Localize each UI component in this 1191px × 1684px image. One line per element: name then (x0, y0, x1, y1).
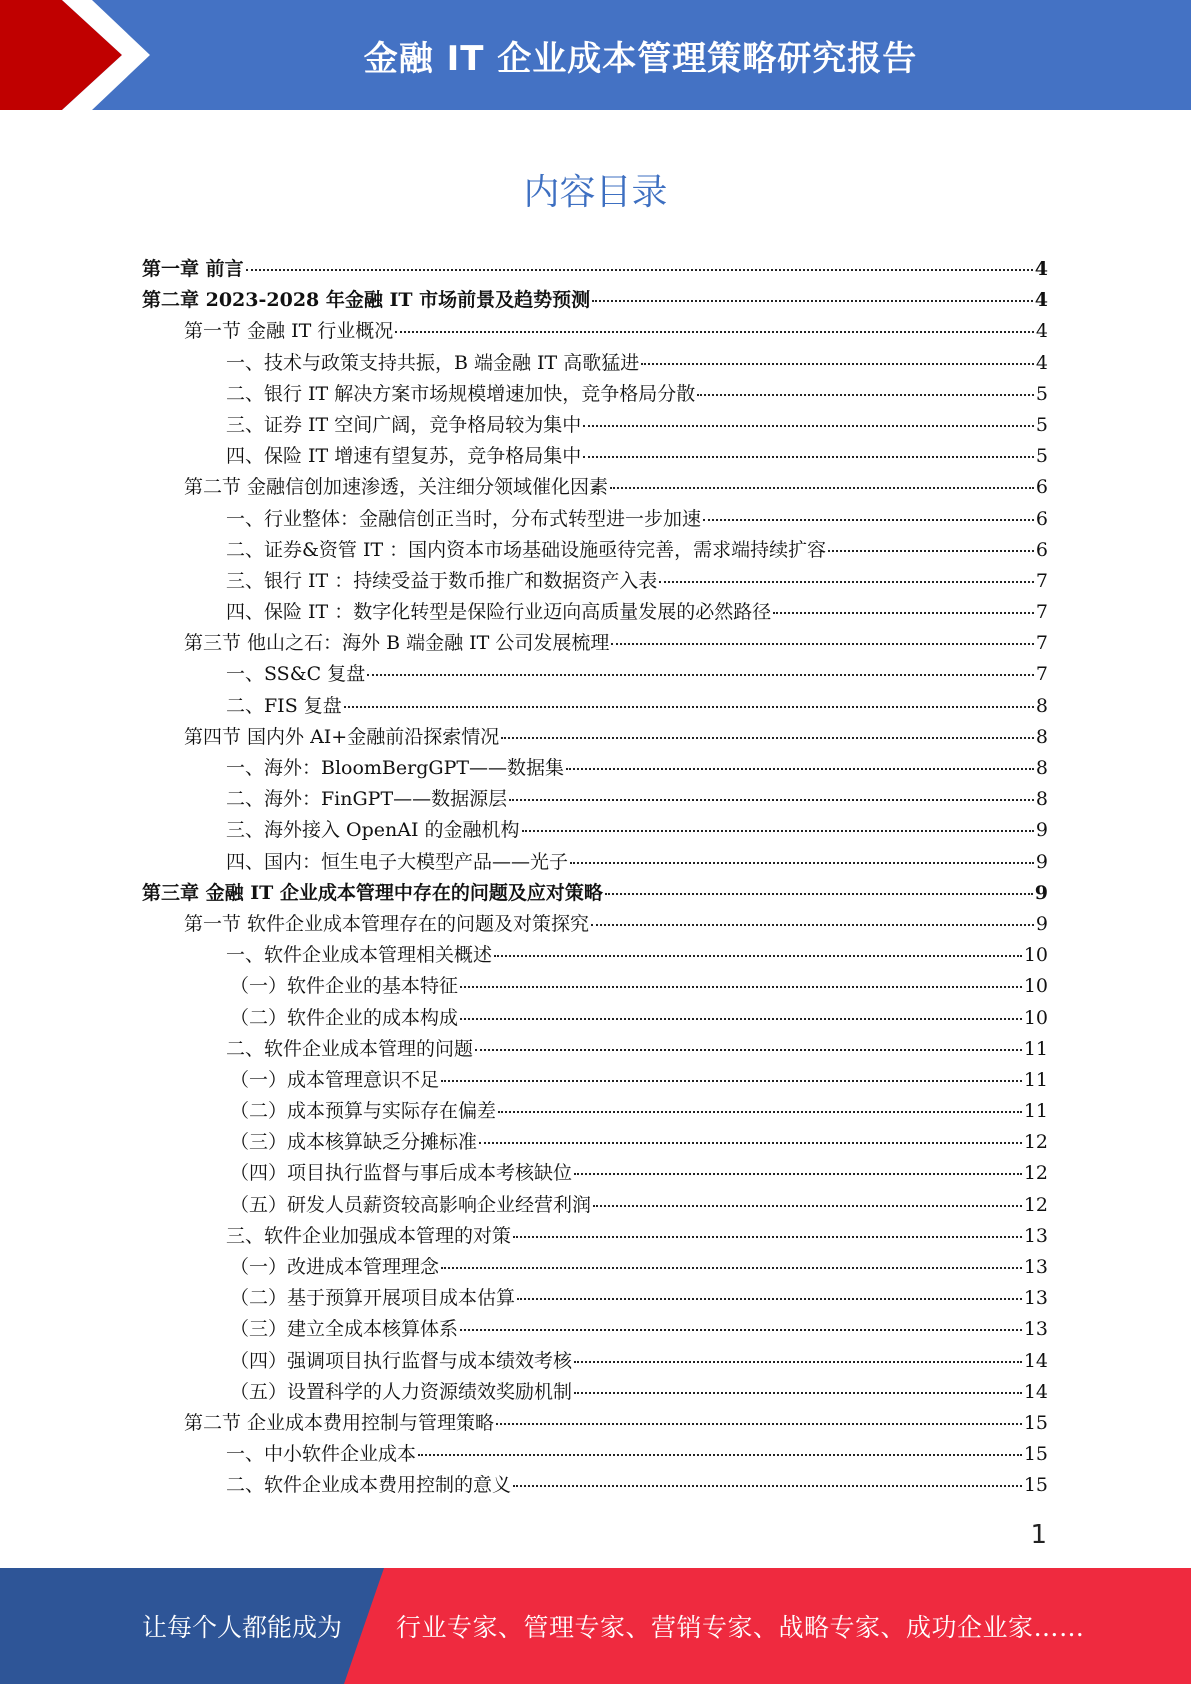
toc-entry-label: 第二节 金融信创加速渗透，关注细分领域催化因素 (184, 476, 609, 499)
toc-entry[interactable] (142, 940, 1048, 971)
toc-entry[interactable] (142, 971, 1048, 1002)
toc-entry-label: （四）项目执行监督与事后成本考核缺位 (230, 1162, 573, 1185)
toc-entry-page: 8 (1035, 725, 1048, 748)
table-of-contents (142, 254, 1048, 1502)
toc-entry-page: 13 (1023, 1256, 1048, 1278)
toc-entry-page: 10 (1023, 975, 1048, 998)
toc-entry-page: 7 (1035, 663, 1048, 686)
toc-entry[interactable] (142, 504, 1048, 535)
toc-entry[interactable] (142, 1377, 1048, 1408)
toc-dot-leader (460, 985, 1022, 988)
toc-entry-label: （一）软件企业的基本特征 (230, 975, 459, 998)
toc-entry[interactable] (142, 1065, 1048, 1096)
toc-entry-page: 4 (1034, 289, 1048, 312)
toc-entry-page: 15 (1023, 1474, 1048, 1497)
toc-entry-label: 三、海外接入 OpenAI 的金融机构 (226, 819, 520, 842)
toc-entry-label: 四、保险 IT 增速有望复苏，竞争格局集中 (226, 445, 582, 468)
toc-entry-label: 四、保险 IT ：数字化转型是保险行业迈向高质量发展的必然路径 (226, 601, 772, 624)
toc-entry-label: 二、软件企业成本费用控制的意义 (226, 1474, 512, 1497)
toc-entry-label: （一）成本管理意识不足 (230, 1068, 440, 1091)
toc-dot-leader (460, 1328, 1022, 1331)
toc-entry[interactable] (142, 410, 1048, 441)
toc-entry-label: 三、软件企业加强成本管理的对策 (226, 1224, 512, 1247)
toc-entry-label: 一、行业整体：金融信创正当时，分布式转型进一步加速 (226, 507, 702, 530)
toc-dot-leader (592, 299, 1033, 302)
toc-entry[interactable] (142, 909, 1048, 940)
toc-entry-label: （四）强调项目执行监督与成本绩效考核 (230, 1349, 573, 1372)
toc-entry-page: 11 (1023, 1037, 1048, 1060)
toc-entry[interactable] (142, 379, 1048, 410)
toc-entry-page: 9 (1035, 819, 1048, 842)
toc-entry[interactable] (142, 1127, 1048, 1158)
toc-entry-page: 10 (1023, 944, 1048, 967)
toc-entry-label: 第二节 企业成本费用控制与管理策略 (184, 1411, 495, 1434)
toc-dot-leader (583, 424, 1034, 427)
toc-entry[interactable] (142, 691, 1048, 722)
toc-entry-page: 12 (1023, 1131, 1048, 1154)
toc-entry-page: 13 (1023, 1287, 1048, 1310)
toc-dot-leader (494, 954, 1022, 957)
toc-entry-label: 二、银行 IT 解决方案市场规模增速加快，竞争格局分散 (226, 382, 696, 405)
toc-dot-leader (418, 1453, 1022, 1456)
toc-entry[interactable] (142, 1314, 1048, 1345)
toc-dot-leader (498, 1110, 1022, 1113)
toc-dot-leader (475, 1048, 1022, 1051)
toc-entry-page: 4 (1034, 258, 1048, 280)
toc-entry-label: 一、技术与政策支持共振，B 端金融 IT 高歌猛进 (226, 351, 640, 374)
toc-entry-label: 第一章 前言 (142, 258, 244, 280)
toc-entry[interactable] (142, 1283, 1048, 1314)
toc-entry-page: 7 (1035, 601, 1048, 624)
toc-entry-label: 第一节 金融 IT 行业概况 (184, 320, 394, 343)
toc-dot-leader (611, 642, 1034, 645)
toc-dot-leader (641, 362, 1034, 365)
toc-entry[interactable] (142, 316, 1048, 347)
toc-dot-leader (570, 861, 1034, 864)
toc-dot-leader (513, 1484, 1022, 1487)
toc-entry[interactable] (142, 1439, 1048, 1470)
toc-entry[interactable] (142, 878, 1048, 909)
toc-dot-leader (501, 736, 1034, 739)
toc-entry[interactable] (142, 535, 1048, 566)
toc-dot-leader (367, 673, 1034, 676)
toc-entry[interactable] (142, 597, 1048, 628)
toc-entry-label: 二、证券&资管 IT ：国内资本市场基础设施亟待完善，需求端持续扩容 (226, 538, 827, 561)
toc-entry-label: 二、海外：FinGPT——数据源层 (226, 788, 508, 811)
toc-entry[interactable] (142, 348, 1048, 379)
toc-dot-leader (566, 767, 1034, 770)
toc-dot-leader (773, 611, 1034, 614)
toc-dot-leader (479, 1141, 1022, 1144)
toc-dot-leader (574, 1360, 1022, 1363)
toc-entry[interactable] (142, 1158, 1048, 1189)
toc-entry-page: 4 (1035, 320, 1048, 343)
toc-entry-label: 第一节 软件企业成本管理存在的问题及对策探究 (184, 912, 590, 935)
toc-entry-label: 第二章 2023-2028 年金融 IT 市场前景及趋势预测 (142, 289, 591, 312)
toc-entry-label: 一、中小软件企业成本 (226, 1443, 417, 1466)
toc-entry-label: 二、软件企业成本管理的问题 (226, 1037, 474, 1060)
toc-dot-leader (509, 798, 1034, 801)
toc-entry-label: （二）基于预算开展项目成本估算 (230, 1287, 516, 1310)
toc-entry-page: 5 (1035, 445, 1048, 468)
toc-entry[interactable] (142, 722, 1048, 753)
toc-dot-leader (659, 580, 1034, 583)
toc-entry[interactable] (142, 1096, 1048, 1127)
toc-entry-label: （二）成本预算与实际存在偏差 (230, 1100, 497, 1123)
toc-entry[interactable] (142, 1034, 1048, 1065)
toc-entry-label: 二、FIS 复盘 (226, 694, 342, 717)
toc-entry-page: 8 (1035, 788, 1048, 811)
toc-entry-page: 5 (1035, 413, 1048, 436)
toc-dot-leader (828, 549, 1034, 552)
toc-dot-leader (513, 1235, 1022, 1238)
toc-entry-page: 8 (1035, 694, 1048, 717)
toc-entry-page: 7 (1035, 569, 1048, 592)
toc-entry-page: 11 (1023, 1100, 1048, 1123)
toc-entry-label: 一、海外：BloomBergGPT——数据集 (226, 757, 565, 779)
toc-entry-page: 14 (1023, 1380, 1048, 1403)
toc-entry[interactable] (142, 285, 1048, 316)
toc-entry[interactable] (142, 254, 1048, 285)
toc-entry-page: 7 (1035, 632, 1048, 655)
toc-entry[interactable] (142, 784, 1048, 815)
toc-entry[interactable] (142, 659, 1048, 690)
toc-entry-page: 15 (1023, 1443, 1048, 1466)
toc-dot-leader (574, 1172, 1022, 1175)
toc-entry-label: 一、SS&C 复盘 (226, 663, 366, 686)
page-number: 1 (1030, 1520, 1047, 1550)
toc-dot-leader (574, 1391, 1022, 1394)
toc-entry-page: 4 (1035, 351, 1048, 374)
toc-entry-label: （五）研发人员薪资较高影响企业经营利润 (230, 1193, 592, 1216)
toc-heading: 内容目录 (523, 172, 668, 213)
toc-entry[interactable] (142, 441, 1048, 472)
toc-entry[interactable] (142, 1252, 1048, 1283)
toc-dot-leader (591, 923, 1034, 926)
toc-dot-leader (593, 1204, 1022, 1207)
toc-dot-leader (441, 1079, 1022, 1082)
toc-entry-label: 第三节 他山之石：海外 B 端金融 IT 公司发展梳理 (184, 632, 610, 655)
toc-entry-page: 9 (1035, 912, 1048, 935)
toc-dot-leader (246, 268, 1033, 271)
toc-dot-leader (697, 393, 1034, 396)
toc-entry-label: 四、国内：恒生电子大模型产品——光子 (226, 850, 569, 873)
toc-entry[interactable] (142, 1470, 1048, 1501)
toc-entry[interactable] (142, 472, 1048, 503)
toc-entry[interactable] (142, 1221, 1048, 1252)
toc-entry-page: 14 (1023, 1349, 1048, 1372)
toc-entry-page: 5 (1035, 382, 1048, 405)
toc-dot-leader (460, 1017, 1022, 1020)
toc-entry[interactable] (142, 753, 1048, 784)
toc-entry-label: （五）设置科学的人力资源绩效奖励机制 (230, 1380, 573, 1403)
toc-entry-label: （二）软件企业的成本构成 (230, 1006, 459, 1029)
toc-entry-label: 三、银行 IT ：持续受益于数币推广和数据资产入表 (226, 569, 658, 592)
toc-entry[interactable] (142, 815, 1048, 846)
toc-entry-label: （三）成本核算缺乏分摊标准 (230, 1131, 478, 1154)
toc-entry-label: 第三章 金融 IT 企业成本管理中存在的问题及应对策略 (142, 881, 603, 904)
toc-entry-page: 8 (1035, 757, 1048, 779)
toc-entry-label: 一、软件企业成本管理相关概述 (226, 944, 493, 967)
toc-dot-leader (441, 1266, 1022, 1269)
footer-slogan-left: 让每个人都能成为 (142, 1613, 343, 1642)
toc-entry-page: 12 (1023, 1162, 1048, 1185)
toc-entry-page: 13 (1023, 1318, 1048, 1341)
toc-dot-leader (344, 705, 1034, 708)
toc-entry[interactable] (142, 1408, 1048, 1439)
toc-dot-leader (605, 892, 1033, 895)
toc-entry-label: 三、证券 IT 空间广阔，竞争格局较为集中 (226, 413, 582, 436)
toc-entry-page: 11 (1023, 1068, 1048, 1091)
toc-entry[interactable] (142, 566, 1048, 597)
toc-dot-leader (610, 486, 1034, 489)
toc-entry[interactable] (142, 847, 1048, 878)
toc-dot-leader (496, 1422, 1022, 1425)
toc-dot-leader (517, 1297, 1022, 1300)
toc-entry-page: 6 (1035, 538, 1048, 561)
toc-dot-leader (395, 330, 1034, 333)
toc-entry[interactable] (142, 628, 1048, 659)
toc-entry-page: 9 (1035, 850, 1048, 873)
toc-dot-leader (522, 829, 1034, 832)
toc-entry-label: （三）建立全成本核算体系 (230, 1318, 459, 1341)
toc-entry-page: 13 (1023, 1224, 1048, 1247)
toc-entry[interactable] (142, 1190, 1048, 1221)
toc-entry-page: 12 (1023, 1193, 1048, 1216)
toc-entry-label: （一）改进成本管理理念 (230, 1256, 440, 1278)
header-arrow-decoration (0, 0, 150, 110)
header-banner (0, 0, 1191, 110)
toc-dot-leader (583, 455, 1034, 458)
toc-entry[interactable] (142, 1346, 1048, 1377)
toc-dot-leader (703, 518, 1034, 521)
toc-entry-page: 9 (1034, 881, 1048, 904)
footer-banner (0, 1568, 1191, 1684)
toc-entry-page: 6 (1035, 507, 1048, 530)
footer-slogan-right: 行业专家、管理专家、营销专家、战略专家、成功企业家…… (396, 1613, 1085, 1642)
report-title: 金融 IT 企业成本管理策略研究报告 (363, 38, 918, 79)
toc-entry-page: 15 (1023, 1411, 1048, 1434)
toc-entry-page: 10 (1023, 1006, 1048, 1029)
toc-entry-label: 第四节 国内外 AI+金融前沿探索情况 (184, 725, 500, 748)
toc-entry-page: 6 (1035, 476, 1048, 499)
toc-entry[interactable] (142, 1003, 1048, 1034)
